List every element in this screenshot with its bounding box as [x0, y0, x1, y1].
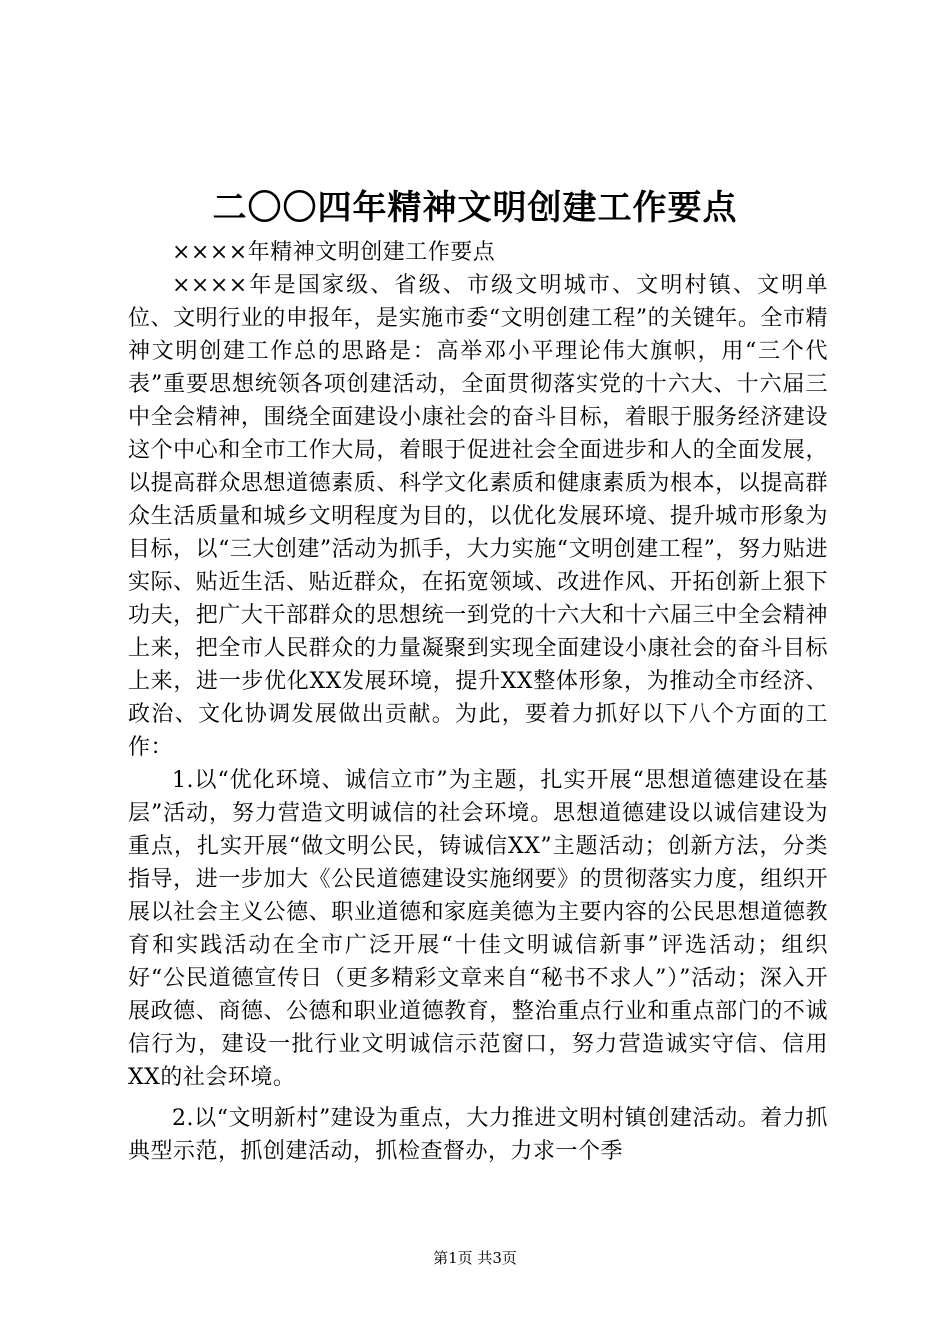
page-footer: 第1页 共3页	[433, 1249, 517, 1267]
document-title: 二〇〇四年精神文明创建工作要点	[212, 188, 738, 228]
body-paragraph-item-1: 1.以“优化环境、诚信立市”为主题，扎实开展“思想道德建设在基层”活动，努力营造文明诚信的社会环境。思想道德建设以诚信建设为重点，扎实开展“做文明公民，铸诚信XX”主题活动；创新方法，分类指导，进一步加大《公民道德建设实施纲要》的贯彻落实力度，组织开展以社会主义公德、职业道德和家庭美德为主要内容的公民思想道德教育和实践活动在全市广泛开展“十佳文明诚信新事”评选活动；组织好“公民道德宣传日（更多精彩文章来自“秘书不求人”）”活动；深入开展政德、商德、公德和职业道德教育，整治重点行业和重点部门的不诚信行为，建设一批行业文明诚信示范窗口，努力营造诚实守信、信用XX的社会环境。	[128, 768, 828, 1090]
document-body	[128, 236, 828, 1168]
body-paragraph-subtitle: ××××年精神文明创建工作要点	[172, 240, 496, 265]
body-paragraph-item-2: 2.以“文明新村”建设为重点，大力推进文明村镇创建活动。着力抓典型示范，抓创建活动，抓检查督办，力求一个季	[128, 1106, 828, 1164]
body-paragraph-intro: ××××年是国家级、省级、市级文明城市、文明村镇、文明单位、文明行业的申报年，是实施市委“文明创建工程”的关键年。全市精神文明创建工作总的思路是：高举邓小平理论伟大旗帜，用“三个代表”重要思想统领各项创建活动，全面贯彻落实党的十六大、十六届三中全会精神，围绕全面建设小康社会的奋斗目标，着眼于服务经济建设这个中心和全市工作大局，着眼于促进社会全面进步和人的全面发展，以提高群众思想道德素质、科学文化素质和健康素质为根本，以提高群众生活质量和城乡文明程度为目的，以优化发展环境、提升城市形象为目标，以“三大创建”活动为抓手，大力实施“文明创建工程”，努力贴进实际、贴近生活、贴近群众，在拓宽领域、改进作风、开拓创新上狠下功夫，把广大干部群众的思想统一到党的十六大和十六届三中全会精神上来，把全市人民群众的力量凝聚到实现全面建设小康社会的奋斗目标上来，进一步优化XX发展环境，提升XX整体形象，为推动全市经济、政治、文化协调发展做出贡献。为此，要着力抓好以下八个方面的工作：	[128, 273, 828, 760]
